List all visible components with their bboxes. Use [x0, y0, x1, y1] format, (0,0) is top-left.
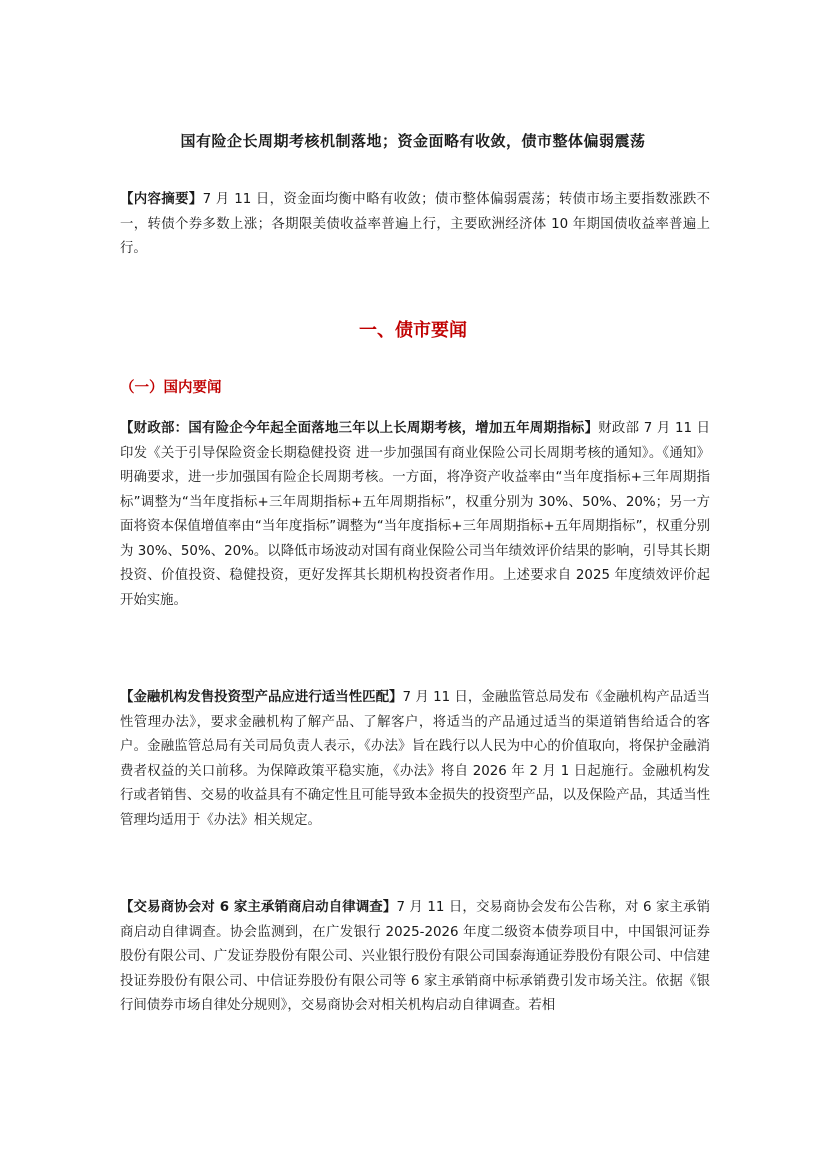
news-item: [120, 417, 710, 613]
news-body: 7 月 11 日，交易商协会发布公告称，对 6 家主承销商启动自律调查。协会监测到，在广发银行 2025-2026 年度二级资本债券项目中，中国银河证券股份有限公司、广发证券股份有限公司、兴业银行股份有限公司国泰海通证券股份有限公司、中信建投证券股份有限公司、中信证券股份有限公司等 6 家主承销商中标承销费引发市场关注。依据《银行间债券市场自律处分规则》，交易商协会对相关机构启动自律调查。若相: [120, 900, 711, 1013]
summary-text: 7 月 11 日，资金面均衡中略有收敛；债市整体偏弱震荡；转债市场主要指数涨跌不一，转债个券多数上涨；各期限美债收益率普遍上行，主要欧洲经济体 10 年期国债收益率普遍上行。: [120, 192, 711, 256]
news-body: 7 月 11 日，金融监管总局发布《金融机构产品适当性管理办法》，要求金融机构了解产品、了解客户，将适当的产品通过适当的渠道销售给适合的客户。金融监管总局有关司局负责人表示，《办法》旨在践行以人民为中心的价值取向，将保护金融消费者权益的关口前移。为保障政策平稳实施，《办法》将自 2026 年 2 月 1 日起施行。金融机构发行或者销售、交易的收益具有不确定性且可能导致本金损失的投资型产品，以及保险产品，其适当性管理均适用于《办法》相关规定。: [120, 690, 710, 828]
section-heading: 一、债市要闻: [359, 320, 467, 341]
news-body: 财政部 7 月 11 日印发《关于引导保险资金长期稳健投资 进一步加强国有商业保险公司长周期考核的通知》。《通知》明确要求，进一步加强国有险企长周期考核。一方面，将净资产收益率由“当年度指标+三年周期指标”调整为“当年度指标+三年周期指标+五年周期指标”，权重分别为 30%、50%、20%；另一方面将资本保值增值率由“当年度指标”调整为“当年度指标+三年周期指标+五年周期指标”，权重分别为 30%、50%、20%。以降低市场波动对国有商业保险公司当年绩效评价结果的影响，引导其长期投资、价值投资、稳健投资，更好发挥其长期机构投资者作用。上述要求自 2025 年度绩效评价起开始实施。: [120, 421, 710, 608]
news-item: [120, 686, 710, 833]
news-headline: 【财政部：国有险企今年起全面落地三年以上长周期考核，增加五年周期指标】: [120, 421, 599, 436]
subsection-heading: （一）国内要闻: [120, 380, 222, 396]
news-headline: 【交易商协会对 6 家主承销商启动自律调查】: [120, 900, 397, 915]
summary-paragraph: [120, 188, 710, 262]
news-item: [120, 896, 710, 1019]
document-title: 国有险企长周期考核机制落地；资金面略有收敛，债市整体偏弱震荡: [180, 132, 646, 150]
news-headline: 【金融机构发售投资型产品应进行适当性匹配】: [120, 690, 403, 705]
summary-lead: 【内容摘要】: [120, 192, 203, 207]
